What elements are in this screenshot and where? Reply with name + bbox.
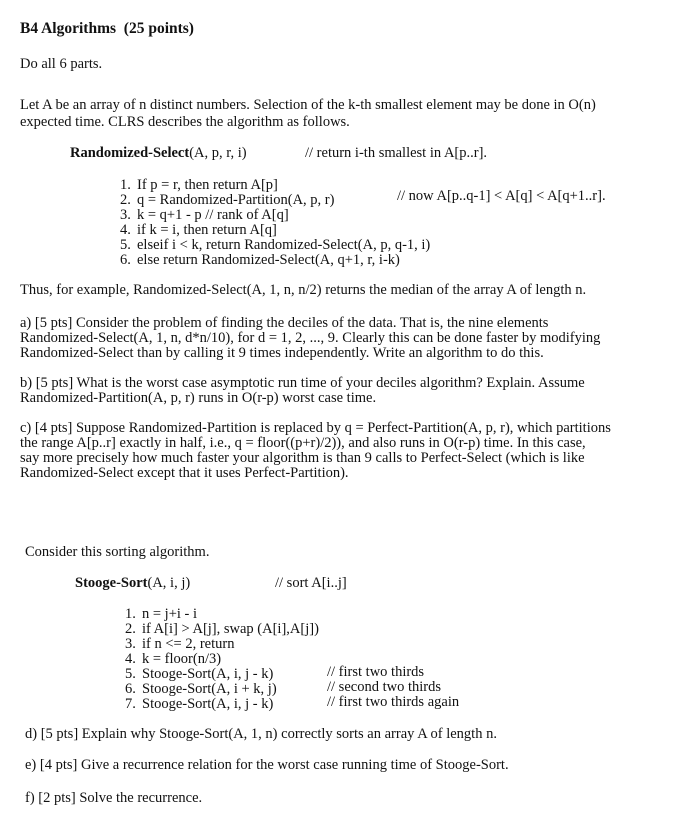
step-number: 1. — [125, 606, 136, 622]
step-text: if k = i, then return A[q] — [137, 222, 277, 238]
step-number: 2. — [120, 192, 131, 208]
step-number: 6. — [125, 681, 136, 697]
step-number: 7. — [125, 696, 136, 712]
part-c-line-4: Randomized-Select except that it uses Perfect-Partition). — [20, 465, 349, 481]
stooge-name: Stooge-Sort — [75, 575, 148, 591]
stooge-step-comment: // first two thirds again — [327, 694, 460, 710]
part-a-line-2: Randomized-Select(A, 1, n, d*n/10), for d = 1, 2, ..., 9. Clearly this can be done faster by modifying — [20, 330, 601, 346]
step-number: 5. — [125, 666, 136, 682]
step-text: k = q+1 - p // rank of A[q] — [137, 207, 289, 223]
rselect-signature — [70, 145, 247, 162]
rselect-name: Randomized-Select — [70, 145, 190, 161]
title-text: B4 Algorithms — [20, 20, 117, 37]
intro-line-1: Let A be an array of n distinct numbers. Selection of the k-th smallest element may be done in O(n) — [20, 97, 596, 113]
step-text: Stooge-Sort(A, i + k, j) — [142, 681, 277, 697]
stooge-signature — [75, 575, 190, 592]
part-c-line-1: c) [4 pts] Suppose Randomized-Partition is replaced by q = Perfect-Partition(A, p, r), which partitions — [20, 420, 611, 436]
step-text: Stooge-Sort(A, i, j - k) — [142, 666, 274, 682]
step-text: If p = r, then return A[p] — [137, 177, 278, 193]
instruction-text: Do all 6 parts. — [20, 56, 103, 72]
stooge-step-comment: // second two thirds — [327, 679, 441, 695]
step-number: 4. — [125, 651, 136, 667]
step-text: k = floor(n/3) — [142, 651, 222, 667]
step-text: elseif i < k, return Randomized-Select(A, p, q-1, i) — [137, 237, 431, 253]
stooge-step-comment: // first two thirds — [327, 664, 425, 680]
part-a-line-1: a) [5 pts] Consider the problem of finding the deciles of the data. That is, the nine elements — [20, 315, 549, 331]
title-points: (25 points) — [123, 20, 194, 37]
stooge-args: (A, i, j) — [147, 575, 191, 591]
step-number: 2. — [125, 621, 136, 637]
part-c-line-3: say more precisely how much faster your algorithm is than 9 calls to Perfect-Select (which is like — [20, 450, 585, 466]
part-f-text: f) [2 pts] Solve the recurrence. — [25, 790, 203, 806]
step-number: 3. — [125, 636, 136, 652]
stooge-step — [125, 696, 273, 713]
intro-line-2: expected time. CLRS describes the algorithm as follows. — [20, 114, 350, 130]
step-number: 4. — [120, 222, 131, 238]
part-b-line-1: b) [5 pts] What is the worst case asymptotic run time of your deciles algorithm? Explain. Assume — [20, 375, 585, 391]
part-e-text: e) [4 pts] Give a recurrence relation for the worst case running time of Stooge-Sort. — [25, 757, 509, 773]
step-text: Stooge-Sort(A, i, j - k) — [142, 696, 274, 712]
part-d-text: d) [5 pts] Explain why Stooge-Sort(A, 1, n) correctly sorts an array A of length n. — [25, 726, 497, 742]
rselect-args: (A, p, r, i) — [189, 145, 247, 161]
part-a-line-3: Randomized-Select than by calling it 9 times independently. Write an algorithm to do this. — [20, 345, 544, 361]
rselect-step — [120, 252, 400, 269]
step-text: if n <= 2, return — [142, 636, 235, 652]
step-number: 3. — [120, 207, 131, 223]
example-text: Thus, for example, Randomized-Select(A, 1, n, n/2) returns the median of the array A of length n. — [20, 282, 587, 298]
stooge-comment: // sort A[i..j] — [275, 575, 347, 591]
page-title — [20, 20, 194, 38]
step-number: 5. — [120, 237, 131, 253]
rselect-comment: // return i-th smallest in A[p..r]. — [305, 145, 488, 161]
step-number: 1. — [120, 177, 131, 193]
rselect-step2-comment: // now A[p..q-1] < A[q] < A[q+1..r]. — [397, 188, 606, 204]
part-c-line-2: the range A[p..r] exactly in half, i.e., q = floor((p+r)/2)), and also runs in O(r-p) time. In this case, — [20, 435, 586, 451]
step-text: q = Randomized-Partition(A, p, r) — [137, 192, 335, 208]
step-text: if A[i] > A[j], swap (A[i],A[j]) — [142, 621, 319, 637]
part-b-line-2: Randomized-Partition(A, p, r) runs in O(r-p) worst case time. — [20, 390, 377, 406]
step-number: 6. — [120, 252, 131, 268]
sorting-intro: Consider this sorting algorithm. — [25, 544, 210, 560]
step-text: else return Randomized-Select(A, q+1, r, i-k) — [137, 252, 400, 268]
step-text: n = j+i - i — [142, 606, 198, 622]
